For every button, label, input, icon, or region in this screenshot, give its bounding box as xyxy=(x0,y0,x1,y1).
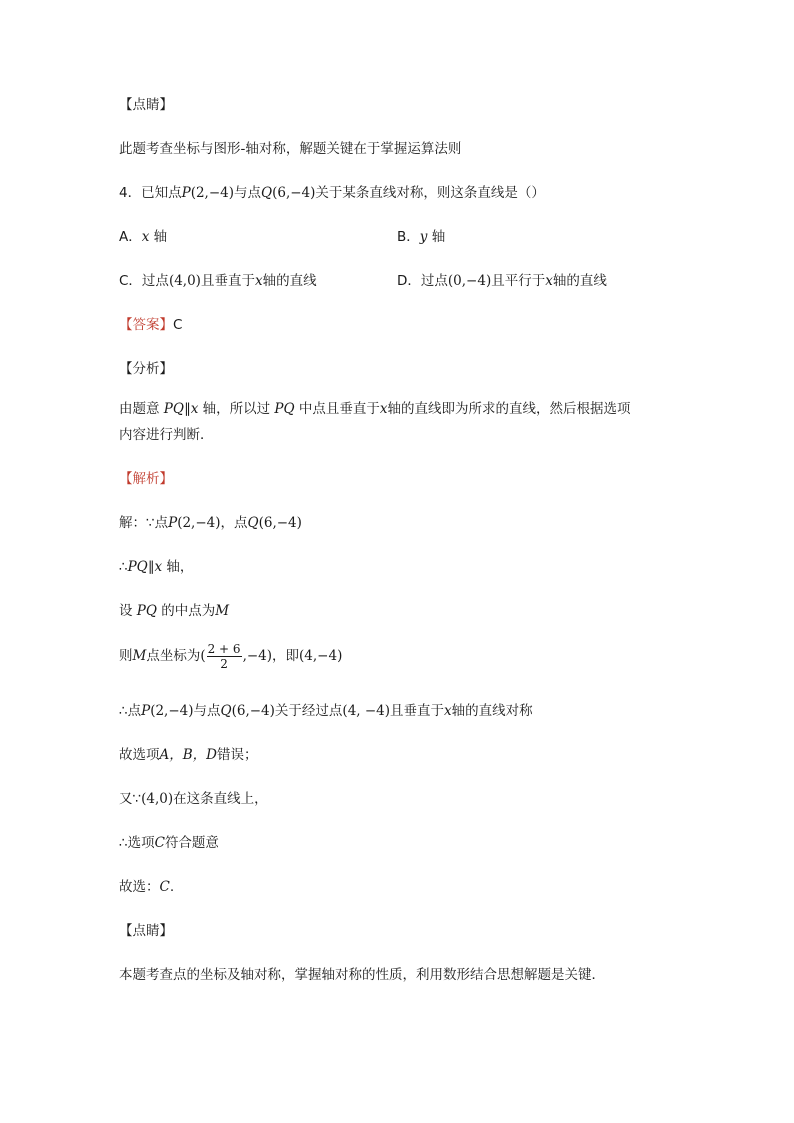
solution-text: 则 xyxy=(119,648,133,664)
point-q-label: Q xyxy=(247,515,259,531)
solution-text: 轴的直线对称 xyxy=(451,703,533,719)
solution-line-8 xyxy=(119,833,219,853)
point-q-coord: (6,−4) xyxy=(231,703,275,719)
option-c-var: x xyxy=(254,273,263,289)
option-a-letter: A． xyxy=(119,229,142,245)
option-d xyxy=(397,271,607,291)
x-var: x xyxy=(444,703,452,719)
solution-text: ∴选项 xyxy=(119,835,155,851)
solution-line-5 xyxy=(119,701,533,721)
solution-line-1 xyxy=(119,513,302,533)
option-b-text: 轴 xyxy=(431,229,446,245)
wrong-options: A，B，D xyxy=(159,747,217,763)
therefore-symbol: ∴ xyxy=(119,559,128,575)
answer-label: 【答案】 xyxy=(119,317,173,333)
section-title-jiexi xyxy=(119,469,173,489)
analysis-text-b: 轴，所以过 xyxy=(198,401,275,417)
option-c xyxy=(119,271,317,291)
solution-text: 又∵ xyxy=(119,791,142,807)
solution-text: 轴， xyxy=(162,559,194,575)
fraction-denominator: 2 xyxy=(220,656,228,671)
dianjing-2-text: 本题考查点的坐标及轴对称，掌握轴对称的性质，利用数形结合思想解题是关键． xyxy=(119,967,605,983)
point-m-label: M xyxy=(132,648,147,664)
option-d-coord: (0,−4) xyxy=(447,273,492,289)
solution-text: 与点 xyxy=(193,703,221,719)
option-c-suffix: 轴的直线 xyxy=(262,273,317,289)
midpoint-coord: (4,−4) xyxy=(299,648,343,664)
solution-text: ∴点 xyxy=(119,703,142,719)
option-b xyxy=(397,227,445,247)
solution-text: 在这条直线上， xyxy=(173,791,268,807)
analysis-text-d: 轴的直线即为所求的直线，然后根据选项 xyxy=(387,401,631,417)
option-d-mid: 且平行于 xyxy=(491,273,546,289)
point-m-label: M xyxy=(215,603,230,619)
segment-pq: PQ xyxy=(136,603,157,619)
section-title-fenxi: 【分析】 xyxy=(119,361,173,377)
option-letter: C xyxy=(154,835,165,851)
jiexi-label: 【解析】 xyxy=(119,471,173,487)
solution-text: . xyxy=(169,879,175,895)
option-a-var: x xyxy=(141,229,150,245)
point-q-label: Q xyxy=(261,185,273,201)
section-title-dianjing-2: 【点睛】 xyxy=(119,923,173,939)
solution-text: 符合题意 xyxy=(164,835,219,851)
parallel-symbol: ∥ xyxy=(147,559,155,575)
option-a xyxy=(119,227,167,247)
solution-text: ，点 xyxy=(220,515,248,531)
point-coord: (4,0) xyxy=(141,791,174,807)
solution-text: 的中点为 xyxy=(156,603,216,619)
solution-text: 且垂直于 xyxy=(390,703,445,719)
solution-text: 故选项 xyxy=(119,747,160,763)
point-p-coord: (2,−4) xyxy=(150,703,194,719)
option-a-text: 轴 xyxy=(153,229,168,245)
option-letter: C xyxy=(159,879,170,895)
segment-pq: PQ xyxy=(127,559,148,575)
point-q-label: Q xyxy=(220,703,232,719)
point-p-coord: (2,−4) xyxy=(190,185,235,201)
answer-line xyxy=(119,315,182,335)
paren-open: ( xyxy=(200,648,206,664)
analysis-line-2: 内容进行判断． xyxy=(119,427,214,443)
x-var: x xyxy=(379,401,388,417)
q4-suffix: 关于某条直线对称，则这条直线是（） xyxy=(315,185,545,201)
point-p-label: P xyxy=(181,185,191,201)
solution-line-4 xyxy=(119,640,342,672)
option-d-suffix: 轴的直线 xyxy=(552,273,607,289)
solution-line-3 xyxy=(119,601,229,621)
solution-line-7 xyxy=(119,789,268,809)
fraction-numerator: 2 + 6 xyxy=(207,641,241,656)
option-d-prefix: D．过点 xyxy=(397,273,448,289)
parallel-symbol: ∥ xyxy=(183,401,191,417)
midpoint-coord: (4, −4) xyxy=(342,703,391,719)
segment-pq: PQ xyxy=(274,401,295,417)
solution-line-2 xyxy=(119,557,193,577)
point-q-coord: (6,−4) xyxy=(272,185,316,201)
analysis-text-c: 中点且垂直于 xyxy=(294,401,380,417)
solution-text: 点坐标为 xyxy=(146,648,201,664)
q4-prefix: 4．已知点 xyxy=(119,185,182,201)
option-c-coord: (4,0) xyxy=(168,273,201,289)
answer-value: C xyxy=(173,317,183,333)
solution-text: 解：∵点 xyxy=(119,515,169,531)
analysis-text-a: 由题意 xyxy=(119,401,164,417)
analysis-line-1 xyxy=(119,399,631,419)
q4-mid: 与点 xyxy=(234,185,262,201)
x-var: x xyxy=(190,401,199,417)
solution-text: 错误； xyxy=(217,747,258,763)
segment-pq: PQ xyxy=(163,401,184,417)
point-p-coord: (2,−4) xyxy=(177,515,221,531)
option-c-prefix: C．过点 xyxy=(119,273,169,289)
solution-text: 故选： xyxy=(119,879,160,895)
question-4-stem xyxy=(119,183,545,203)
solution-line-6 xyxy=(119,745,258,765)
section-title-dianjing-1: 【点睛】 xyxy=(119,97,173,113)
solution-line-9 xyxy=(119,877,174,897)
option-b-var: y xyxy=(419,229,428,245)
option-d-var: x xyxy=(545,273,553,289)
option-c-mid: 且垂直于 xyxy=(200,273,255,289)
solution-text: ，即 xyxy=(272,648,300,664)
midpoint-fraction xyxy=(207,642,242,671)
point-p-label: P xyxy=(141,703,151,719)
x-var: x xyxy=(154,559,163,575)
point-p-label: P xyxy=(168,515,178,531)
dianjing-1-text: 此题考查坐标与图形-轴对称，解题关键在于掌握运算法则 xyxy=(119,141,462,157)
option-b-letter: B． xyxy=(397,229,420,245)
point-q-coord: (6,−4) xyxy=(258,515,302,531)
solution-text: 设 xyxy=(119,603,137,619)
coord-rest: ,−4) xyxy=(242,648,273,664)
solution-text: 关于经过点 xyxy=(274,703,343,719)
